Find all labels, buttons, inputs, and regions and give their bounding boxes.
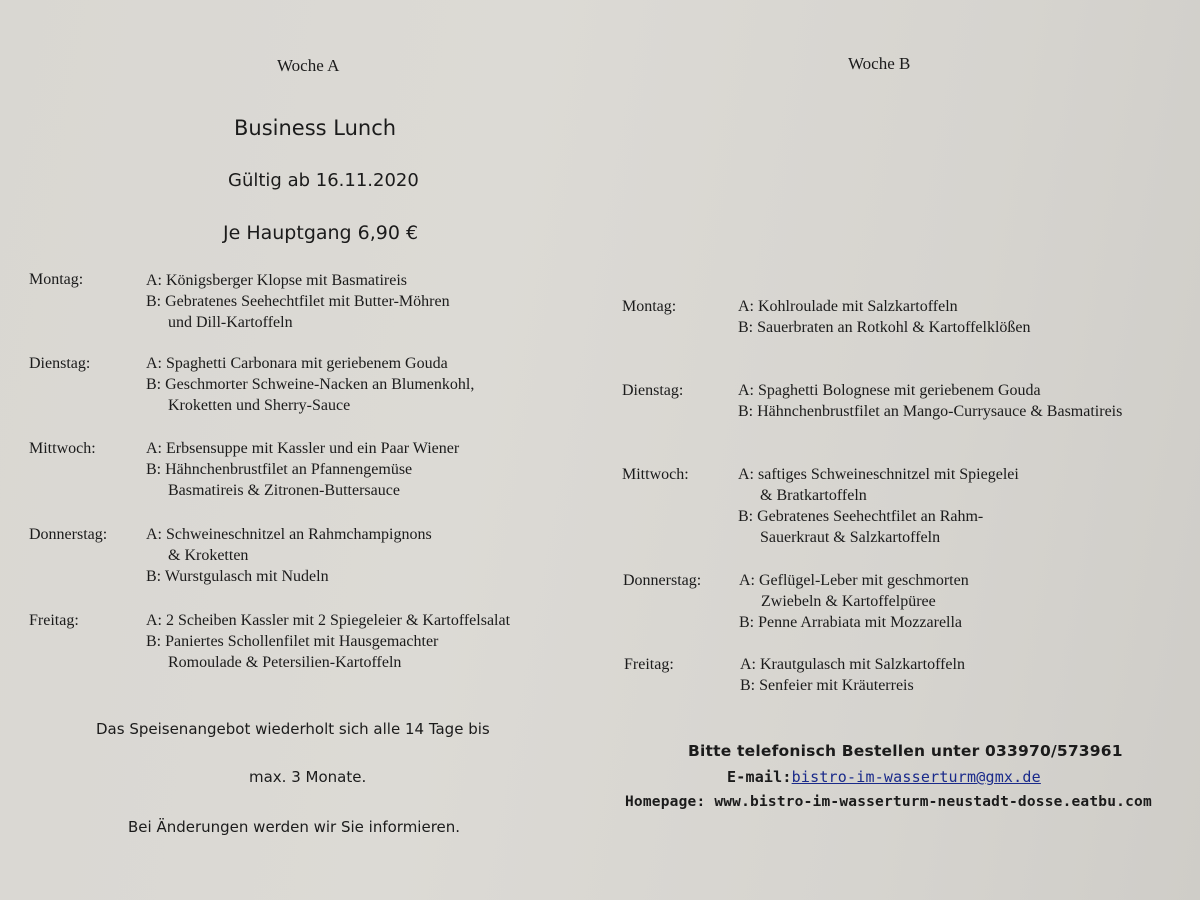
dish-b-cont: Romoulade & Petersilien-Kartoffeln <box>168 654 402 671</box>
dish-a-cont: Zwiebeln & Kartoffelpüree <box>761 593 936 610</box>
dish-a: A: Schweineschnitzel an Rahmchampignons <box>146 526 432 543</box>
week-a-day-label: Montag: <box>29 271 84 288</box>
week-a-dish-block <box>146 524 432 587</box>
email-line <box>727 768 1041 786</box>
dish-b: B: Senfeier mit Kräuterreis <box>740 677 914 694</box>
week-a-day-label: Mittwoch: <box>29 440 96 457</box>
dish-a: A: Kohlroulade mit Salzkartoffeln <box>738 298 958 315</box>
dish-a: A: Erbsensuppe mit Kassler und ein Paar Wiener <box>146 440 460 457</box>
dish-a: A: Geflügel-Leber mit geschmorten <box>739 572 969 589</box>
week-a-dish-block <box>146 353 474 416</box>
week-a-heading: Woche A <box>277 56 340 75</box>
change-note: Bei Änderungen werden wir Sie informieren. <box>128 818 461 836</box>
week-b-day-label: Freitag: <box>624 656 674 673</box>
email-label: E-mail: <box>727 768 792 786</box>
homepage-url[interactable]: www.bistro-im-wasserturm-neustadt-dosse.eatbu.com <box>714 794 1152 810</box>
dish-b-cont: Sauerkraut & Salzkartoffeln <box>760 529 941 546</box>
dish-a: A: Krautgulasch mit Salzkartoffeln <box>740 656 965 673</box>
week-b-day-label: Dienstag: <box>622 382 684 399</box>
dish-b-cont: Basmatireis & Zitronen-Buttersauce <box>168 482 400 499</box>
email-link[interactable]: bistro-im-wasserturm@gmx.de <box>791 768 1041 786</box>
week-b-dish-block <box>738 380 1122 422</box>
week-a-day-label: Dienstag: <box>29 355 91 372</box>
repeat-note-cont: max. 3 Monate. <box>249 768 367 786</box>
week-b-day-label: Mittwoch: <box>622 466 689 483</box>
week-b-day-label: Montag: <box>622 298 677 315</box>
week-b-dish-block <box>738 464 1019 548</box>
phone-order-line: Bitte telefonisch Bestellen unter 033970/573961 <box>688 742 1123 760</box>
dish-b: B: Sauerbraten an Rotkohl & Kartoffelklößen <box>738 319 1031 336</box>
homepage-label: Homepage: <box>625 794 706 810</box>
dish-b: B: Penne Arrabiata mit Mozzarella <box>739 614 963 631</box>
homepage-line <box>625 794 1152 810</box>
dish-a: A: Spaghetti Carbonara mit geriebenem Gouda <box>146 355 448 372</box>
dish-b: B: Geschmorter Schweine-Nacken an Blumenkohl, <box>146 376 475 393</box>
dish-b: B: Gebratenes Seehechtfilet an Rahm- <box>738 508 984 525</box>
week-a-dish-block <box>146 270 450 333</box>
dish-b-cont: Kroketten und Sherry-Sauce <box>168 397 351 414</box>
dish-b: B: Wurstgulasch mit Nudeln <box>146 568 329 585</box>
week-a-dish-block <box>146 438 459 501</box>
menu-title: Business Lunch <box>234 116 397 140</box>
dish-b-cont: und Dill-Kartoffeln <box>168 314 293 331</box>
dish-a: A: 2 Scheiben Kassler mit 2 Spiegeleier & Kartoffelsalat <box>146 612 511 629</box>
week-b-day-label: Donnerstag: <box>623 572 702 589</box>
week-a-dish-block <box>146 610 510 673</box>
week-b-dish-block <box>739 570 969 633</box>
dish-a: A: Königsberger Klopse mit Basmatireis <box>146 272 407 289</box>
dish-a-cont: & Kroketten <box>168 547 249 564</box>
dish-b: B: Gebratenes Seehechtfilet mit Butter-Möhren <box>146 293 450 310</box>
dish-a-cont: & Bratkartoffeln <box>760 487 867 504</box>
week-b-dish-block <box>738 296 1031 338</box>
week-b-dish-block <box>740 654 965 696</box>
dish-b: B: Hähnchenbrustfilet an Pfannengemüse <box>146 461 413 478</box>
week-b-heading: Woche B <box>848 54 911 73</box>
week-a-day-label: Donnerstag: <box>29 526 108 543</box>
dish-a: A: Spaghetti Bolognese mit geriebenem Gouda <box>738 382 1041 399</box>
dish-b: B: Hähnchenbrustfilet an Mango-Currysauce & Basmatireis <box>738 403 1123 420</box>
dish-b: B: Paniertes Schollenfilet mit Hausgemachter <box>146 633 439 650</box>
valid-from: Gültig ab 16.11.2020 <box>228 170 419 191</box>
price-per-main: Je Hauptgang 6,90 € <box>223 222 419 244</box>
repeat-note: Das Speisenangebot wiederholt sich alle 14 Tage bis <box>96 720 490 738</box>
dish-a: A: saftiges Schweineschnitzel mit Spiegelei <box>738 466 1019 483</box>
week-a-day-label: Freitag: <box>29 612 79 629</box>
